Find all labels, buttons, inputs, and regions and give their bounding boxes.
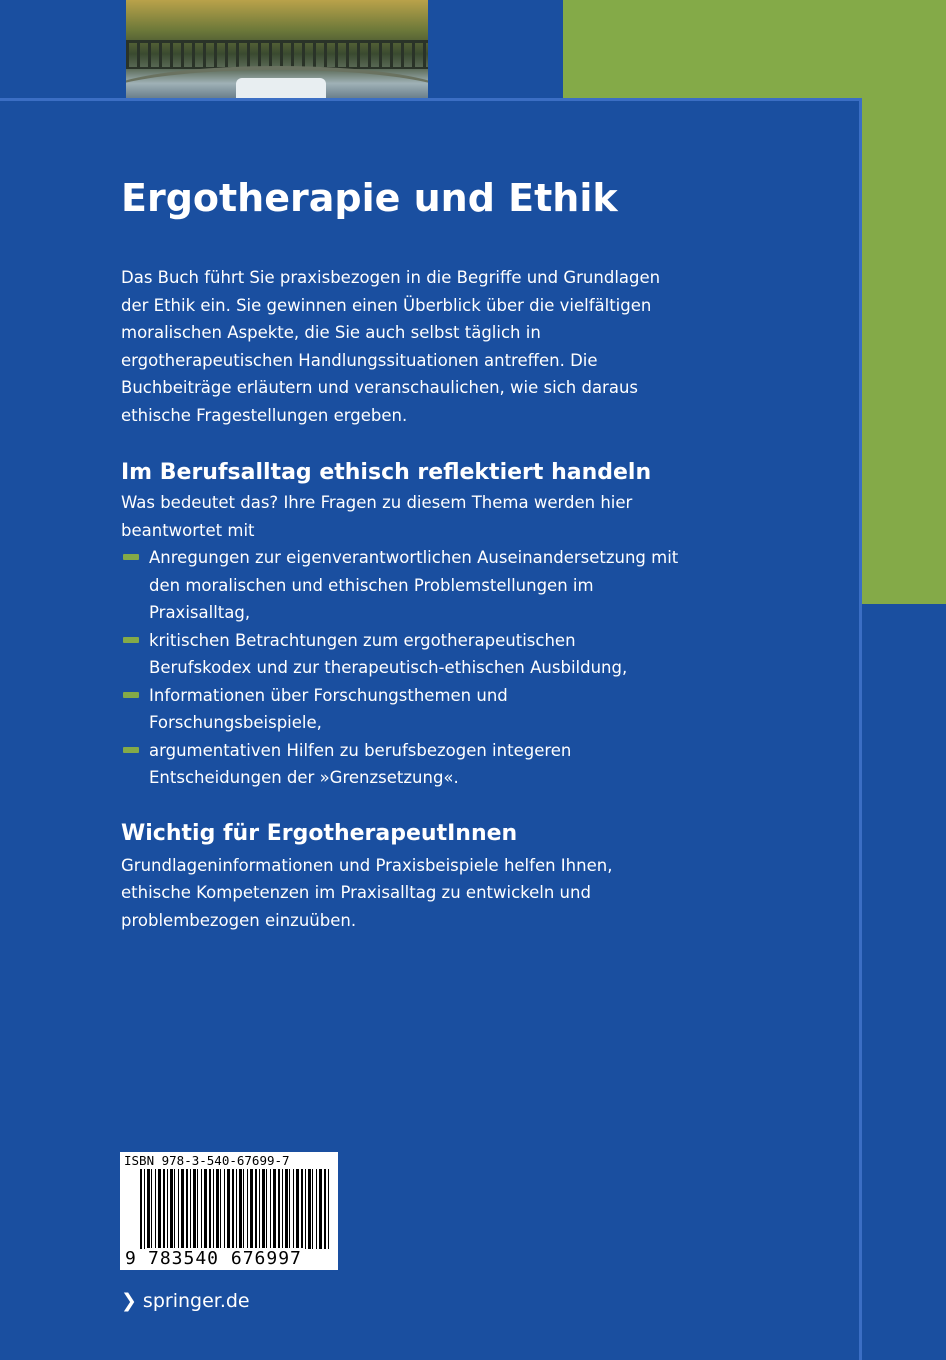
list-item: argumentativen Hilfen zu berufsbezogen integeren Entscheidungen der »Grenzsetzung«. xyxy=(121,737,681,792)
feature-list xyxy=(121,544,681,792)
section-text: Grundlageninformationen und Praxisbeispiele helfen Ihnen, ethische Kompetenzen im Praxisalltag zu entwickeln und problembezogen einzuüben. xyxy=(121,855,613,930)
section-lead: Was bedeutet das? Ihre Fragen zu diesem Thema werden hier beantwortet mit xyxy=(121,493,633,540)
isbn-barcode xyxy=(120,1152,338,1270)
dash-bullet-icon xyxy=(123,692,139,698)
dash-bullet-icon xyxy=(123,747,139,753)
isbn-label: ISBN 978-3-540-67699-7 xyxy=(124,1153,290,1168)
list-item: Informationen über Forschungsthemen und Forschungsbeispiele, xyxy=(121,682,681,737)
publisher-link[interactable] xyxy=(121,1288,250,1314)
section-heading-wichtig: Wichtig für ErgotherapeutInnen xyxy=(121,820,518,846)
cover-photo xyxy=(126,0,428,98)
isbn-digits: 783540 676997 xyxy=(148,1248,302,1269)
back-cover-text xyxy=(121,168,681,934)
bridge-railing xyxy=(126,40,428,69)
chevron-right-icon: ❯ xyxy=(121,1290,137,1312)
dash-bullet-icon xyxy=(123,554,139,560)
boat xyxy=(236,78,326,98)
barcode-bars xyxy=(140,1169,330,1249)
isbn-lead-digit: 9 xyxy=(125,1248,136,1269)
section-heading-berufsalltag: Im Berufsalltag ethisch reflektiert handeln xyxy=(121,460,652,485)
publisher-url: springer.de xyxy=(142,1290,250,1312)
dash-bullet-icon xyxy=(123,637,139,643)
book-title: Ergotherapie und Ethik xyxy=(121,176,618,220)
intro-paragraph: Das Buch führt Sie praxisbezogen in die Begriffe und Grundlagen der Ethik ein. Sie gewinnen einen Überblick über die vielfältigen moralischen Aspekte, die Sie auch selbst täglich in ergotherapeutischen Handlungssituationen antreffen. Die Buchbeiträge erläutern und veranschaulichen, wie sich daraus ethische Fragestellungen ergeben. xyxy=(121,268,661,425)
list-item: Anregungen zur eigenverantwortlichen Auseinandersetzung mit den moralischen und ethischen Problemstellungen im Praxisalltag, xyxy=(121,544,681,627)
list-item: kritischen Betrachtungen zum ergotherapeutischen Berufskodex und zur therapeutisch-ethischen Ausbildung, xyxy=(121,627,681,682)
